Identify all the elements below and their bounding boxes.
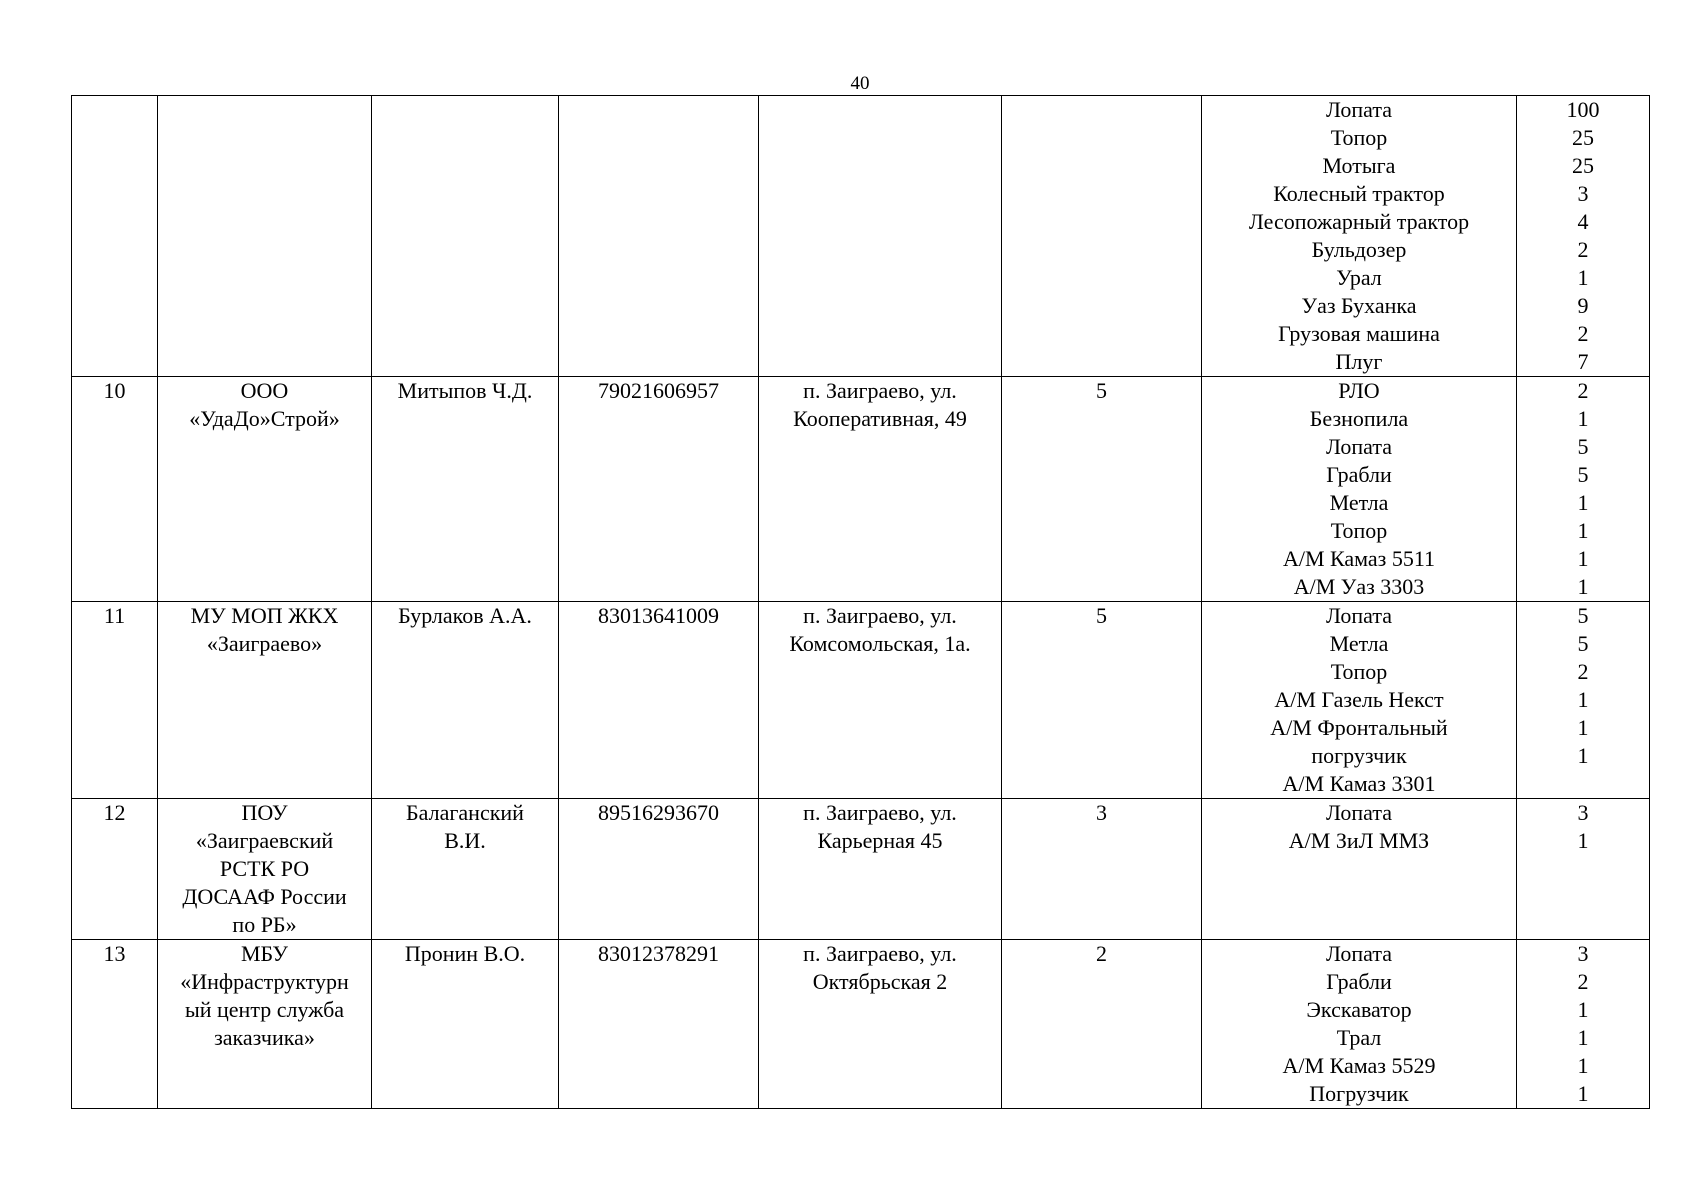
- head-person-cell: [372, 602, 559, 799]
- cell-line: 1: [1577, 1081, 1589, 1106]
- cell-line: 1: [1577, 490, 1589, 515]
- cell-line: 25: [1572, 153, 1594, 178]
- head-person-cell: [372, 940, 559, 1109]
- head-person-cell: [372, 799, 559, 940]
- address-cell: [759, 96, 1002, 377]
- cell-line: Балаганский: [406, 800, 524, 825]
- address-cell: [759, 377, 1002, 602]
- cell-line: Мотыга: [1322, 153, 1396, 178]
- cell-line: Бурлаков А.А.: [398, 603, 532, 628]
- cell-line: 1: [1577, 265, 1589, 290]
- cell-line: Пронин В.О.: [404, 941, 526, 966]
- cell-line: Лесопожарный трактор: [1248, 209, 1470, 234]
- phone-cell: [559, 96, 759, 377]
- cell-line: Экскаватор: [1306, 997, 1412, 1022]
- cell-line: п. Заиграево, ул.: [803, 378, 957, 403]
- cell-line: А/М ЗиЛ ММЗ: [1288, 828, 1430, 853]
- cell-line: Лопата: [1326, 800, 1392, 825]
- organization-cell: [158, 96, 372, 377]
- cell-line: п. Заиграево, ул.: [803, 941, 957, 966]
- cell-line: 7: [1577, 349, 1589, 374]
- cell-line: 2: [1577, 378, 1589, 403]
- cell-line: РЛО: [1338, 378, 1380, 403]
- cell-line: 3: [1577, 181, 1589, 206]
- cell-line: А/М Камаз 5529: [1282, 1053, 1436, 1078]
- cell-line: Урал: [1336, 265, 1382, 290]
- cell-line: Грабли: [1326, 969, 1392, 994]
- equipment-cell: [1202, 96, 1517, 377]
- cell-line: 1: [1577, 546, 1589, 571]
- cell-line: «Заиграевский: [195, 828, 334, 853]
- cell-line: 2: [1577, 969, 1589, 994]
- address-cell: [759, 602, 1002, 799]
- cell-line: 5: [1577, 631, 1589, 656]
- equipment-cell: [1202, 799, 1517, 940]
- cell-line: МУ МОП ЖКХ: [190, 603, 339, 628]
- cell-line: Метла: [1329, 631, 1389, 656]
- cell-line: Уаз Буханка: [1301, 293, 1417, 318]
- cell-line: 1: [1577, 715, 1589, 740]
- quantity-cell: [1517, 602, 1650, 799]
- equipment-cell: [1202, 940, 1517, 1109]
- cell-line: А/М Уаз 3303: [1293, 574, 1425, 599]
- cell-line: Лопата: [1326, 97, 1392, 122]
- cell-line: п. Заиграево, ул.: [803, 800, 957, 825]
- cell-line: А/М Газель Некст: [1274, 687, 1444, 712]
- cell-line: 5: [1577, 434, 1589, 459]
- cell-line: по РБ»: [232, 912, 297, 937]
- phone-cell: 83013641009: [559, 602, 759, 799]
- cell-line: А/М Камаз 3301: [1282, 771, 1436, 796]
- cell-line: 1: [1577, 997, 1589, 1022]
- cell-line: Грабли: [1326, 462, 1392, 487]
- row-number-cell: 10: [72, 377, 158, 602]
- table-row: [72, 602, 1650, 799]
- cell-line: 1: [1577, 1053, 1589, 1078]
- cell-line: 1: [1577, 518, 1589, 543]
- quantity-cell: [1517, 799, 1650, 940]
- quantity-cell: [1517, 940, 1650, 1109]
- quantity-cell: [1517, 96, 1650, 377]
- table-body: [72, 96, 1650, 1109]
- cell-line: «Заиграево»: [206, 631, 323, 656]
- quantity-cell: [1517, 377, 1650, 602]
- cell-line: Лопата: [1326, 941, 1392, 966]
- table-row: [72, 377, 1650, 602]
- phone-cell: 89516293670: [559, 799, 759, 940]
- cell-line: ДОСААФ России: [182, 884, 347, 909]
- row-number-cell: 13: [72, 940, 158, 1109]
- cell-line: Безнопила: [1309, 406, 1409, 431]
- address-cell: [759, 799, 1002, 940]
- cell-line: Лопата: [1326, 603, 1392, 628]
- cell-line: Трал: [1336, 1025, 1382, 1050]
- cell-line: «УдаДо»Строй»: [189, 406, 340, 431]
- cell-line: 25: [1572, 125, 1594, 150]
- head-person-cell: [372, 377, 559, 602]
- cell-line: Карьерная 45: [817, 828, 943, 853]
- resources-table: [71, 95, 1650, 1109]
- equipment-cell: [1202, 377, 1517, 602]
- cell-line: «Инфраструктурн: [180, 969, 349, 994]
- cell-line: 2: [1577, 237, 1589, 262]
- staff-count-cell: 3: [1002, 799, 1202, 940]
- cell-line: погрузчик: [1311, 743, 1407, 768]
- staff-count-cell: 5: [1002, 602, 1202, 799]
- organization-cell: [158, 940, 372, 1109]
- address-cell: [759, 940, 1002, 1109]
- row-number-cell: 12: [72, 799, 158, 940]
- cell-line: Топор: [1330, 125, 1388, 150]
- head-person-cell: [372, 96, 559, 377]
- cell-line: Митыпов Ч.Д.: [397, 378, 533, 403]
- cell-line: 1: [1577, 828, 1589, 853]
- staff-count-cell: 2: [1002, 940, 1202, 1109]
- cell-line: 3: [1577, 800, 1589, 825]
- cell-line: Лопата: [1326, 434, 1392, 459]
- cell-line: Топор: [1330, 518, 1388, 543]
- row-number-cell: [72, 96, 158, 377]
- cell-line: Плуг: [1335, 349, 1383, 374]
- cell-line: 100: [1566, 97, 1600, 122]
- cell-line: ПОУ: [241, 800, 288, 825]
- cell-line: Бульдозер: [1311, 237, 1407, 262]
- cell-line: 5: [1577, 462, 1589, 487]
- cell-line: Кооперативная, 49: [793, 406, 967, 431]
- cell-line: МБУ: [241, 941, 288, 966]
- cell-line: РСТК РО: [219, 856, 310, 881]
- cell-line: В.И.: [444, 828, 486, 853]
- cell-line: 1: [1577, 687, 1589, 712]
- cell-line: 3: [1577, 941, 1589, 966]
- equipment-cell: [1202, 602, 1517, 799]
- table-row: [72, 96, 1650, 377]
- cell-line: 5: [1577, 603, 1589, 628]
- cell-line: Топор: [1330, 659, 1388, 684]
- organization-cell: [158, 377, 372, 602]
- cell-line: 1: [1577, 743, 1589, 768]
- cell-line: заказчика»: [214, 1025, 315, 1050]
- cell-line: ООО: [240, 378, 289, 403]
- organization-cell: [158, 602, 372, 799]
- staff-count-cell: [1002, 96, 1202, 377]
- organization-cell: [158, 799, 372, 940]
- cell-line: 1: [1577, 574, 1589, 599]
- cell-line: А/М Камаз 5511: [1282, 546, 1436, 571]
- cell-line: ый центр служба: [184, 997, 345, 1022]
- cell-line: Метла: [1329, 490, 1389, 515]
- cell-line: А/М Фронтальный: [1270, 715, 1448, 740]
- cell-line: Колесный трактор: [1273, 181, 1445, 206]
- cell-line: 1: [1577, 1025, 1589, 1050]
- staff-count-cell: 5: [1002, 377, 1202, 602]
- cell-line: 4: [1577, 209, 1589, 234]
- cell-line: 9: [1577, 293, 1589, 318]
- row-number-cell: 11: [72, 602, 158, 799]
- cell-line: Октябрьская 2: [812, 969, 948, 994]
- cell-line: 2: [1577, 659, 1589, 684]
- cell-line: Грузовая машина: [1278, 321, 1440, 346]
- cell-line: 1: [1577, 406, 1589, 431]
- cell-line: Комсомольская, 1а.: [789, 631, 971, 656]
- cell-line: п. Заиграево, ул.: [803, 603, 957, 628]
- table-row: [72, 799, 1650, 940]
- phone-cell: 79021606957: [559, 377, 759, 602]
- page-number: 40: [850, 73, 870, 94]
- phone-cell: 83012378291: [559, 940, 759, 1109]
- cell-line: 2: [1577, 321, 1589, 346]
- table-row: [72, 940, 1650, 1109]
- cell-line: Погрузчик: [1309, 1081, 1409, 1106]
